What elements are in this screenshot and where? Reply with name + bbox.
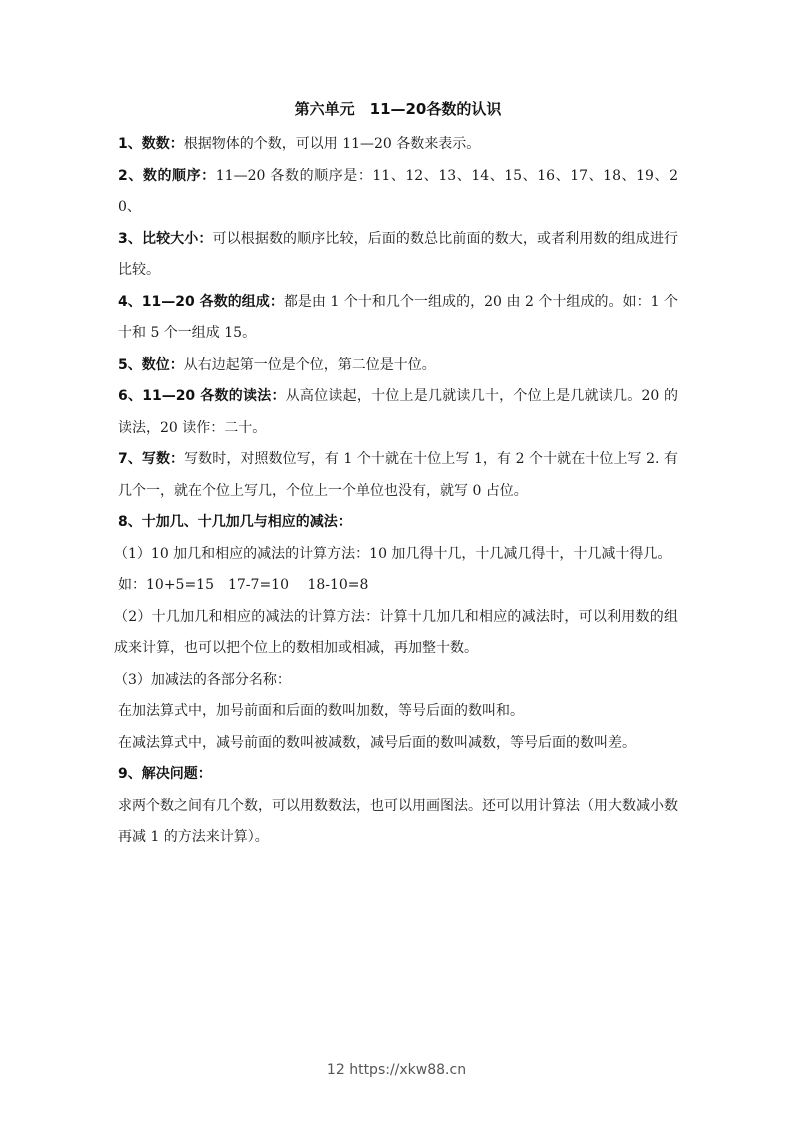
page-number: 12 — [326, 1062, 345, 1078]
document-page — [114, 98, 679, 854]
section8-addition: 在加法算式中，加号前面和后面的数叫加数，等号后面的数叫和。 — [118, 703, 524, 719]
section-heading: 9、解决问题： — [118, 766, 212, 782]
section9-text: 求两个数之间有几个数，可以用数数法，也可以用画图法。还可以用计算法（用大数减小数再减 1 的方法来计算）。 — [118, 797, 678, 845]
section8-item2: （2）十几加几和相应的减法的计算方法：计算十几加几和相应的减法时，可以利用数的组成来计算，也可以把个位上的数相加或相减，再加整十数。 — [114, 608, 678, 656]
section-text: 可以根据数的顺序比较，后面的数总比前面的数大，或者利用数的组成进行比较。 — [118, 230, 679, 278]
section-heading: 6、11—20 各数的读法： — [118, 388, 286, 404]
section-text: 都是由 1 个十和几个一组成的，20 由 2 个十组成的。如：1 个十和 5 个一组成 15。 — [118, 293, 678, 341]
section-text: 写数时，对照数位写，有 1 个十就在十位上写 1，有 2 个十就在十位上写 2. 有几个一，就在个位上写几，个位上一个单位也没有，就写 0 占位。 — [118, 451, 678, 499]
section-writing — [118, 444, 678, 507]
section-reading — [118, 381, 678, 444]
section-add-subtract — [118, 507, 678, 539]
section-heading: 7、写数： — [118, 451, 185, 467]
section8-item1: （1）10 加几和相应的减法的计算方法：10 加几得十几，十几减几得十，十几减十得几。 — [114, 545, 672, 562]
section-text: 根据物体的个数，可以用 11—20 各数来表示。 — [183, 136, 481, 152]
section-problem-solving — [118, 759, 678, 791]
section-counting — [118, 129, 678, 161]
section-heading: 8、十加几、十几加几与相应的减法： — [118, 514, 352, 530]
section-heading: 1、数数： — [118, 136, 184, 152]
section-place-value — [118, 350, 678, 382]
section-order — [118, 161, 678, 224]
section8-item3: （3）加减法的各部分名称： — [114, 671, 291, 688]
section-compare — [118, 224, 678, 287]
section-text: 从右边起第一位是个位，第二位是十位。 — [183, 356, 436, 373]
section-text: 11—20 各数的顺序是：11、12、13、14、15、16、17、18、19、20、 — [118, 167, 678, 215]
page-title: 第六单元 11—20各数的认识 — [294, 100, 502, 118]
section-heading: 4、11—20 各数的组成： — [118, 293, 284, 310]
section-heading: 5、数位： — [118, 356, 184, 373]
section-heading: 2、数的顺序： — [118, 167, 216, 184]
section8-example: 如：10+5=15 17-7=10 18-10=8 — [118, 577, 369, 593]
section-text: 从高位读起，十位上是几就读几十，个位上是几就读几。20 的读法，20 读作：二十。 — [118, 388, 678, 436]
page-footer — [0, 1062, 793, 1078]
footer-url: https://xkw88.cn — [349, 1062, 467, 1078]
section-composition — [118, 287, 678, 350]
section-heading: 3、比较大小： — [118, 230, 213, 247]
section8-subtraction: 在减法算式中，减号前面的数叫被减数，减号后面的数叫减数，等号后面的数叫差。 — [118, 734, 636, 751]
